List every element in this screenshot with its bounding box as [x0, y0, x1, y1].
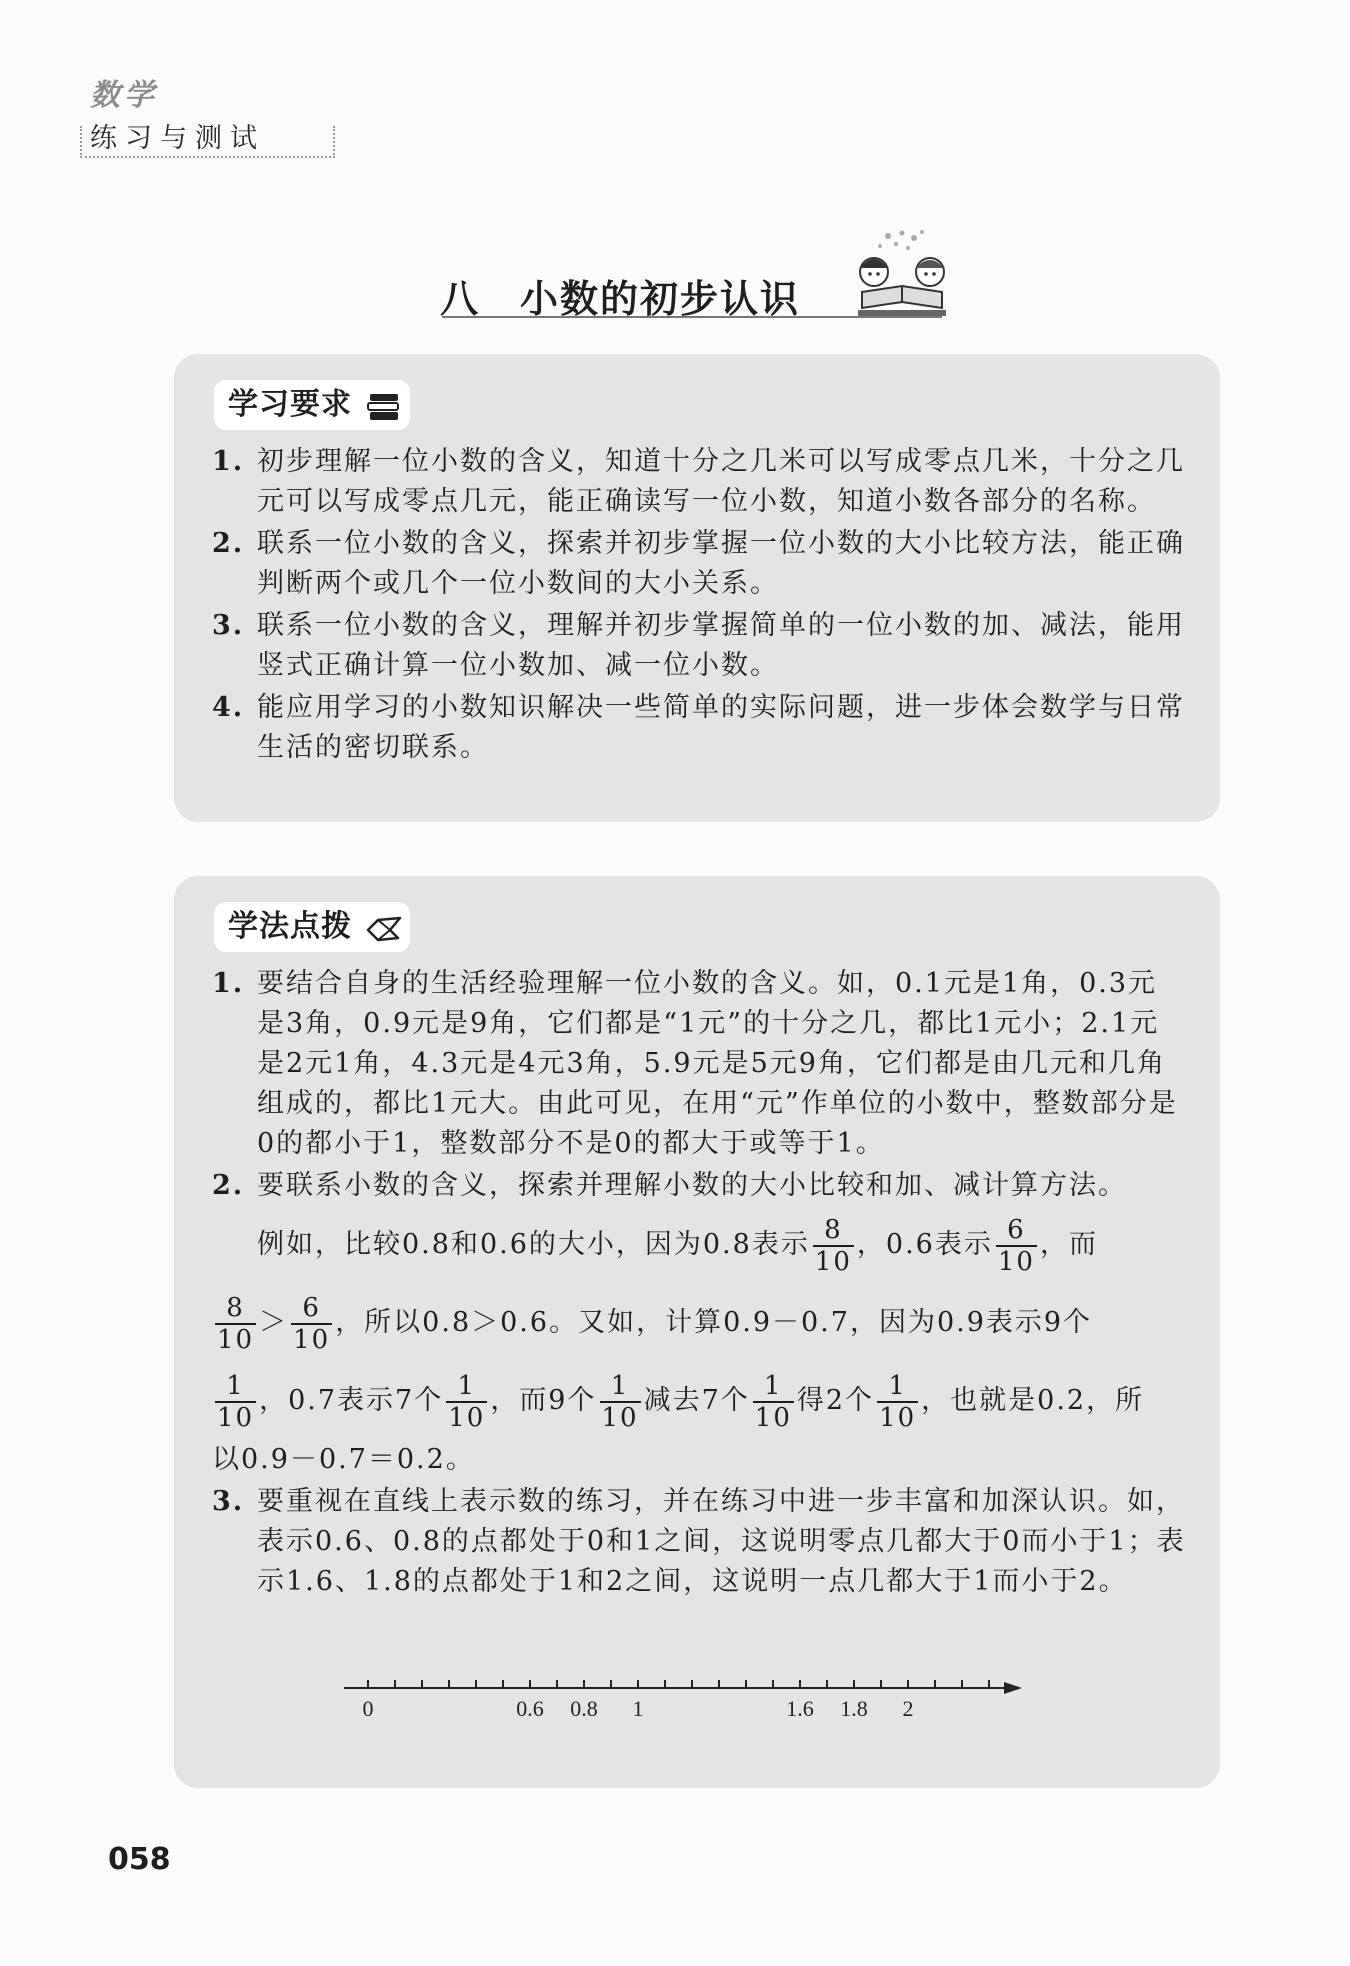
denominator: 10	[448, 1402, 486, 1433]
requirements-list	[212, 442, 1186, 770]
fraction	[877, 1371, 918, 1433]
book-stack-icon	[364, 386, 404, 426]
numerator: 1	[753, 1371, 794, 1403]
number-line-label: 1	[632, 1696, 644, 1721]
text-segment: ，所以0.8＞0.6。又如，计算0.9－0.7，因为0.9表示9个	[335, 1307, 1093, 1338]
fraction	[753, 1371, 794, 1433]
study-tips-panel	[174, 876, 1220, 1788]
numerator: 1	[215, 1371, 256, 1403]
text-segment: ，而	[1039, 1229, 1098, 1260]
text-segment: ，而9个	[490, 1385, 597, 1416]
numerator: 6	[291, 1293, 332, 1325]
numerator: 6	[996, 1215, 1037, 1247]
list-item	[212, 688, 1186, 768]
tips-label	[214, 902, 410, 952]
number-line-label: 0.6	[516, 1696, 544, 1721]
fraction	[215, 1371, 256, 1433]
numerator: 1	[446, 1371, 487, 1403]
requirements-label-text: 学习要求	[228, 387, 352, 422]
fraction	[600, 1371, 641, 1433]
greater-than-sign: ＞	[259, 1307, 289, 1338]
list-item	[212, 1166, 1186, 1480]
fraction	[215, 1293, 256, 1355]
fraction	[813, 1215, 854, 1277]
chapter-title	[440, 268, 800, 323]
tips-list	[212, 964, 1186, 1604]
item-number: 3.	[212, 610, 245, 641]
text-segment: ，0.7表示7个	[259, 1385, 444, 1416]
denominator: 10	[879, 1402, 917, 1433]
item-number: 2.	[212, 528, 245, 559]
number-line-label: 0	[362, 1696, 374, 1721]
text-segment: 例如，比较0.8和0.6的大小，因为0.8表示	[257, 1229, 810, 1260]
item-text: 要重视在直线上表示数的练习，并在练习中进一步丰富和加深认识。如，表示0.6、0.8的点都处于0和1之间，这说明零点几都大于0而小于1；表示1.6、1.8的点都处于1和2之间，这说明一点几都大于1而小于2。	[257, 1486, 1186, 1597]
header-book-title: 练习与测试	[90, 123, 265, 154]
item-text-line	[212, 1362, 1186, 1440]
text-segment: 减去7个	[643, 1385, 750, 1416]
chapter-number: 八	[440, 276, 481, 321]
list-item	[212, 964, 1186, 1164]
item-text: 要结合自身的生活经验理解一位小数的含义。如，0.1元是1角，0.3元是3角，0.9元是9角，它们都是“1元”的十分之几，都比1元小；2.1元是2元1角，4.3元是4元3角，5.9元是5元9角，它们都是由几元和几角组成的，都比1元大。由此可见，在用“元”作单位的小数中，整数部分是0的都小于1，整数部分不是0的都大于或等于1。	[257, 968, 1178, 1159]
numerator: 8	[215, 1293, 256, 1325]
number-line-label: 1.8	[840, 1696, 868, 1721]
list-item	[212, 606, 1186, 686]
learning-requirements-panel	[174, 354, 1220, 822]
tips-label-text: 学法点拨	[228, 909, 352, 944]
denominator: 10	[997, 1246, 1035, 1277]
pointer-hand-icon	[364, 908, 404, 948]
item-number: 1.	[212, 446, 245, 477]
item-text-line	[257, 1206, 1186, 1284]
item-text-line: 以0.9－0.7＝0.2。	[212, 1444, 475, 1475]
item-text: 初步理解一位小数的含义，知道十分之几米可以写成零点几米，十分之几元可以写成零点几元，能正确读写一位小数，知道小数各部分的名称。	[257, 446, 1185, 517]
number-line-arrow	[1004, 1682, 1022, 1694]
item-number: 2.	[212, 1170, 245, 1201]
number-line	[344, 1668, 1024, 1748]
numerator: 1	[600, 1371, 641, 1403]
text-segment: 得2个	[796, 1385, 875, 1416]
requirements-label	[214, 380, 410, 430]
list-item	[212, 442, 1186, 522]
item-number: 3.	[212, 1486, 245, 1517]
number-line-label: 0.8	[570, 1696, 598, 1721]
text-segment: ，也就是0.2，所	[921, 1385, 1145, 1416]
denominator: 10	[814, 1246, 852, 1277]
denominator: 10	[754, 1402, 792, 1433]
reading-children-icon	[852, 228, 952, 318]
header-subject: 数学	[90, 78, 158, 113]
denominator: 10	[217, 1324, 255, 1355]
item-text: 联系一位小数的含义，理解并初步掌握简单的一位小数的加、减法，能用竖式正确计算一位小数加、减一位小数。	[257, 610, 1185, 681]
item-number: 1.	[212, 968, 245, 999]
denominator: 10	[217, 1402, 255, 1433]
header-dotted-box	[80, 126, 335, 158]
text-segment: ，0.6表示	[856, 1229, 993, 1260]
item-text: 联系一位小数的含义，探索并初步掌握一位小数的大小比较方法，能正确判断两个或几个一位小数间的大小关系。	[257, 528, 1185, 599]
item-text-line	[212, 1284, 1186, 1362]
item-number: 4.	[212, 692, 245, 723]
page-number: 058	[108, 1842, 171, 1877]
denominator: 10	[293, 1324, 331, 1355]
number-line-label: 2	[902, 1696, 914, 1721]
list-item	[212, 1482, 1186, 1602]
item-text-line: 要联系小数的含义，探索并理解小数的大小比较和加、减计算方法。	[257, 1170, 1127, 1201]
fraction	[446, 1371, 487, 1433]
chapter-title-text: 小数的初步认识	[520, 276, 801, 321]
list-item	[212, 524, 1186, 604]
running-header	[80, 70, 265, 155]
item-text: 能应用学习的小数知识解决一些简单的实际问题，进一步体会数学与日常生活的密切联系。	[257, 692, 1185, 763]
denominator: 10	[601, 1402, 639, 1433]
numerator: 8	[813, 1215, 854, 1247]
number-line-label: 1.6	[786, 1696, 814, 1721]
numerator: 1	[877, 1371, 918, 1403]
fraction	[996, 1215, 1037, 1277]
fraction	[291, 1293, 332, 1355]
